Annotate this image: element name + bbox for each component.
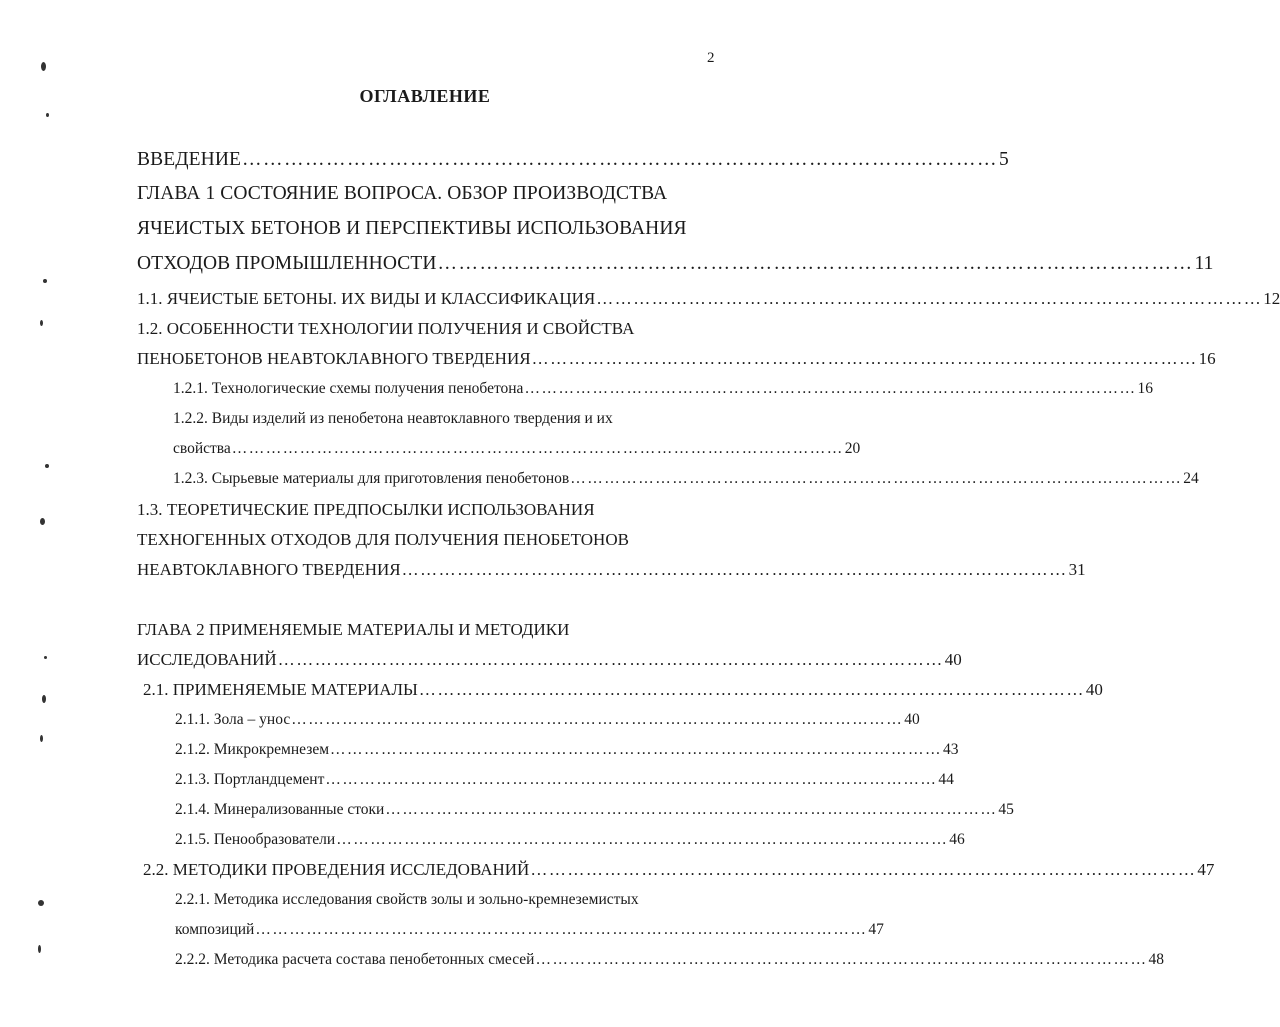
toc-entry-text: ИССЛЕДОВАНИЙ	[137, 650, 277, 669]
leader-dots: ………………………………………………………………………………………………	[325, 771, 938, 788]
scan-speck	[40, 518, 45, 525]
toc-entry-text: ВВЕДЕНИЕ	[137, 149, 242, 170]
toc-entry-text: 2.1.1. Зола – унос	[175, 711, 291, 728]
leader-dots: ………………………………………………………………………………………………	[437, 253, 1194, 274]
leader-dots: ………………………………………………………………………………………………	[596, 289, 1263, 308]
leader-dots: ………………………………………………………………………………………………	[291, 711, 904, 728]
page-number: 2	[707, 50, 715, 66]
toc-entry-text: свойства	[173, 440, 231, 457]
leader-dots: ………………………………………………………………………………………………	[242, 149, 999, 170]
toc-entry-2-1-5	[175, 831, 965, 849]
toc-chapter-1-line1: ГЛАВА 1 СОСТОЯНИЕ ВОПРОСА. ОБЗОР ПРОИЗВОДСТВА	[137, 183, 668, 204]
toc-entry-2-1-2	[175, 741, 959, 759]
toc-page-number: 47	[1197, 860, 1215, 879]
leader-dots: ………………………………………………………………………………………………	[524, 380, 1137, 397]
leader-dots: ………………………………………………………………………………………………	[330, 741, 943, 758]
toc-entry-1-2-line1: 1.2. ОСОБЕННОСТИ ТЕХНОЛОГИИ ПОЛУЧЕНИЯ И СВОЙСТВА	[137, 319, 635, 338]
toc-entry-1-3-line2: ТЕХНОГЕННЫХ ОТХОДОВ ДЛЯ ПОЛУЧЕНИЯ ПЕНОБЕТОНОВ	[137, 530, 629, 549]
toc-page-number: 5	[999, 149, 1009, 170]
toc-entry-text: композиций	[175, 921, 255, 938]
toc-entry-1-1	[137, 289, 1280, 309]
toc-entry-text: 2.1.5. Пенообразователи	[175, 831, 336, 848]
toc-entry-text: 1.1. ЯЧЕИСТЫЕ БЕТОНЫ. ИХ ВИДЫ И КЛАССИФИКАЦИЯ	[137, 289, 596, 308]
leader-dots: ………………………………………………………………………………………………	[336, 831, 949, 848]
scan-speck	[44, 656, 47, 659]
leader-dots: ………………………………………………………………………………………………	[535, 951, 1148, 968]
toc-entry-intro	[137, 149, 1009, 171]
toc-entry-text: ПЕНОБЕТОНОВ НЕАВТОКЛАВНОГО ТВЕРДЕНИЯ	[137, 349, 531, 368]
toc-page-number: 40	[1085, 680, 1103, 699]
page-title: ОГЛАВЛЕНИЕ	[359, 86, 491, 106]
scan-speck	[45, 464, 49, 468]
toc-page-number: 12	[1263, 289, 1280, 308]
toc-entry-text: ОТХОДОВ ПРОМЫШЛЕННОСТИ	[137, 253, 437, 274]
scan-speck	[41, 62, 46, 71]
toc-entry-text: НЕАВТОКЛАВНОГО ТВЕРДЕНИЯ	[137, 560, 401, 579]
toc-entry-1-3-line1: 1.3. ТЕОРЕТИЧЕСКИЕ ПРЕДПОСЫЛКИ ИСПОЛЬЗОВАНИЯ	[137, 500, 595, 519]
scan-speck	[43, 279, 47, 283]
toc-page-number: 45	[998, 801, 1014, 818]
toc-entry-1-2	[137, 349, 1216, 369]
toc-page-number: 16	[1137, 380, 1153, 397]
toc-entry-text: 2.1.2. Микрокремнезем	[175, 741, 330, 758]
toc-entry-1-2-1	[173, 380, 1153, 398]
toc-entry-2-1-1	[175, 711, 920, 729]
toc-page-number: 40	[944, 650, 962, 669]
toc-chapter-1-line2: ЯЧЕИСТЫХ БЕТОНОВ И ПЕРСПЕКТИВЫ ИСПОЛЬЗОВАНИЯ	[137, 218, 687, 239]
toc-entry-chapter-2	[137, 650, 962, 670]
toc-page-number: 31	[1068, 560, 1086, 579]
toc-entry-2-1-3	[175, 771, 954, 789]
toc-entry-1-2-3	[173, 470, 1199, 488]
leader-dots: ………………………………………………………………………………………………	[570, 470, 1183, 487]
scan-speck	[42, 695, 46, 703]
toc-entry-1-3	[137, 560, 1086, 580]
leader-dots: ………………………………………………………………………………………………	[418, 680, 1085, 699]
leader-dots: ………………………………………………………………………………………………	[385, 801, 998, 818]
toc-entry-text: 2.2. МЕТОДИКИ ПРОВЕДЕНИЯ ИССЛЕДОВАНИЙ	[143, 860, 530, 879]
toc-entry-text: 2.2.2. Методика расчета состава пенобетонных смесей	[175, 951, 535, 968]
toc-entry-2-2-1-line1: 2.2.1. Методика исследования свойств золы и зольно-кремнеземистых	[175, 891, 639, 908]
toc-page-number: 48	[1148, 951, 1164, 968]
leader-dots: ………………………………………………………………………………………………	[255, 921, 868, 938]
toc-page-number: 46	[949, 831, 965, 848]
leader-dots: ………………………………………………………………………………………………	[231, 440, 844, 457]
toc-entry-text: 2.1.4. Минерализованные стоки	[175, 801, 385, 818]
leader-dots: ………………………………………………………………………………………………	[531, 349, 1198, 368]
toc-entry-text: 2.1. ПРИМЕНЯЕМЫЕ МАТЕРИАЛЫ	[143, 680, 418, 699]
scan-speck	[38, 900, 44, 906]
scan-speck	[40, 735, 43, 742]
toc-page-number: 40	[904, 711, 920, 728]
toc-entry-text: 2.1.3. Портландцемент	[175, 771, 325, 788]
leader-dots: ………………………………………………………………………………………………	[530, 860, 1197, 879]
scan-speck	[38, 945, 41, 953]
scan-speck	[46, 113, 49, 117]
toc-entry-1-2-2	[173, 440, 861, 458]
scan-speck	[40, 320, 43, 326]
toc-page-number: 16	[1198, 349, 1216, 368]
toc-entry-2-2-2	[175, 951, 1164, 969]
toc-page-number: 24	[1183, 470, 1199, 487]
toc-page-number: 20	[844, 440, 861, 457]
toc-entry-text: 1.2.1. Технологические схемы получения пенобетона	[173, 380, 524, 397]
toc-entry-chapter-1	[137, 253, 1214, 275]
toc-page-number: 11	[1194, 253, 1214, 274]
toc-page-number: 47	[868, 921, 884, 938]
toc-entry-2-2-1	[175, 921, 884, 939]
leader-dots: ………………………………………………………………………………………………	[401, 560, 1068, 579]
toc-entry-2-1	[143, 680, 1103, 700]
toc-page-number: 43	[943, 741, 959, 758]
toc-chapter-2-line1: ГЛАВА 2 ПРИМЕНЯЕМЫЕ МАТЕРИАЛЫ И МЕТОДИКИ	[137, 620, 570, 639]
toc-entry-2-2	[143, 860, 1215, 880]
toc-page-number: 44	[938, 771, 954, 788]
toc-entry-1-2-2-line1: 1.2.2. Виды изделий из пенобетона неавтоклавного твердения и их	[173, 410, 613, 427]
leader-dots: ………………………………………………………………………………………………	[277, 650, 944, 669]
toc-entry-2-1-4	[175, 801, 1014, 819]
toc-entry-text: 1.2.3. Сырьевые материалы для приготовления пенобетонов	[173, 470, 570, 487]
